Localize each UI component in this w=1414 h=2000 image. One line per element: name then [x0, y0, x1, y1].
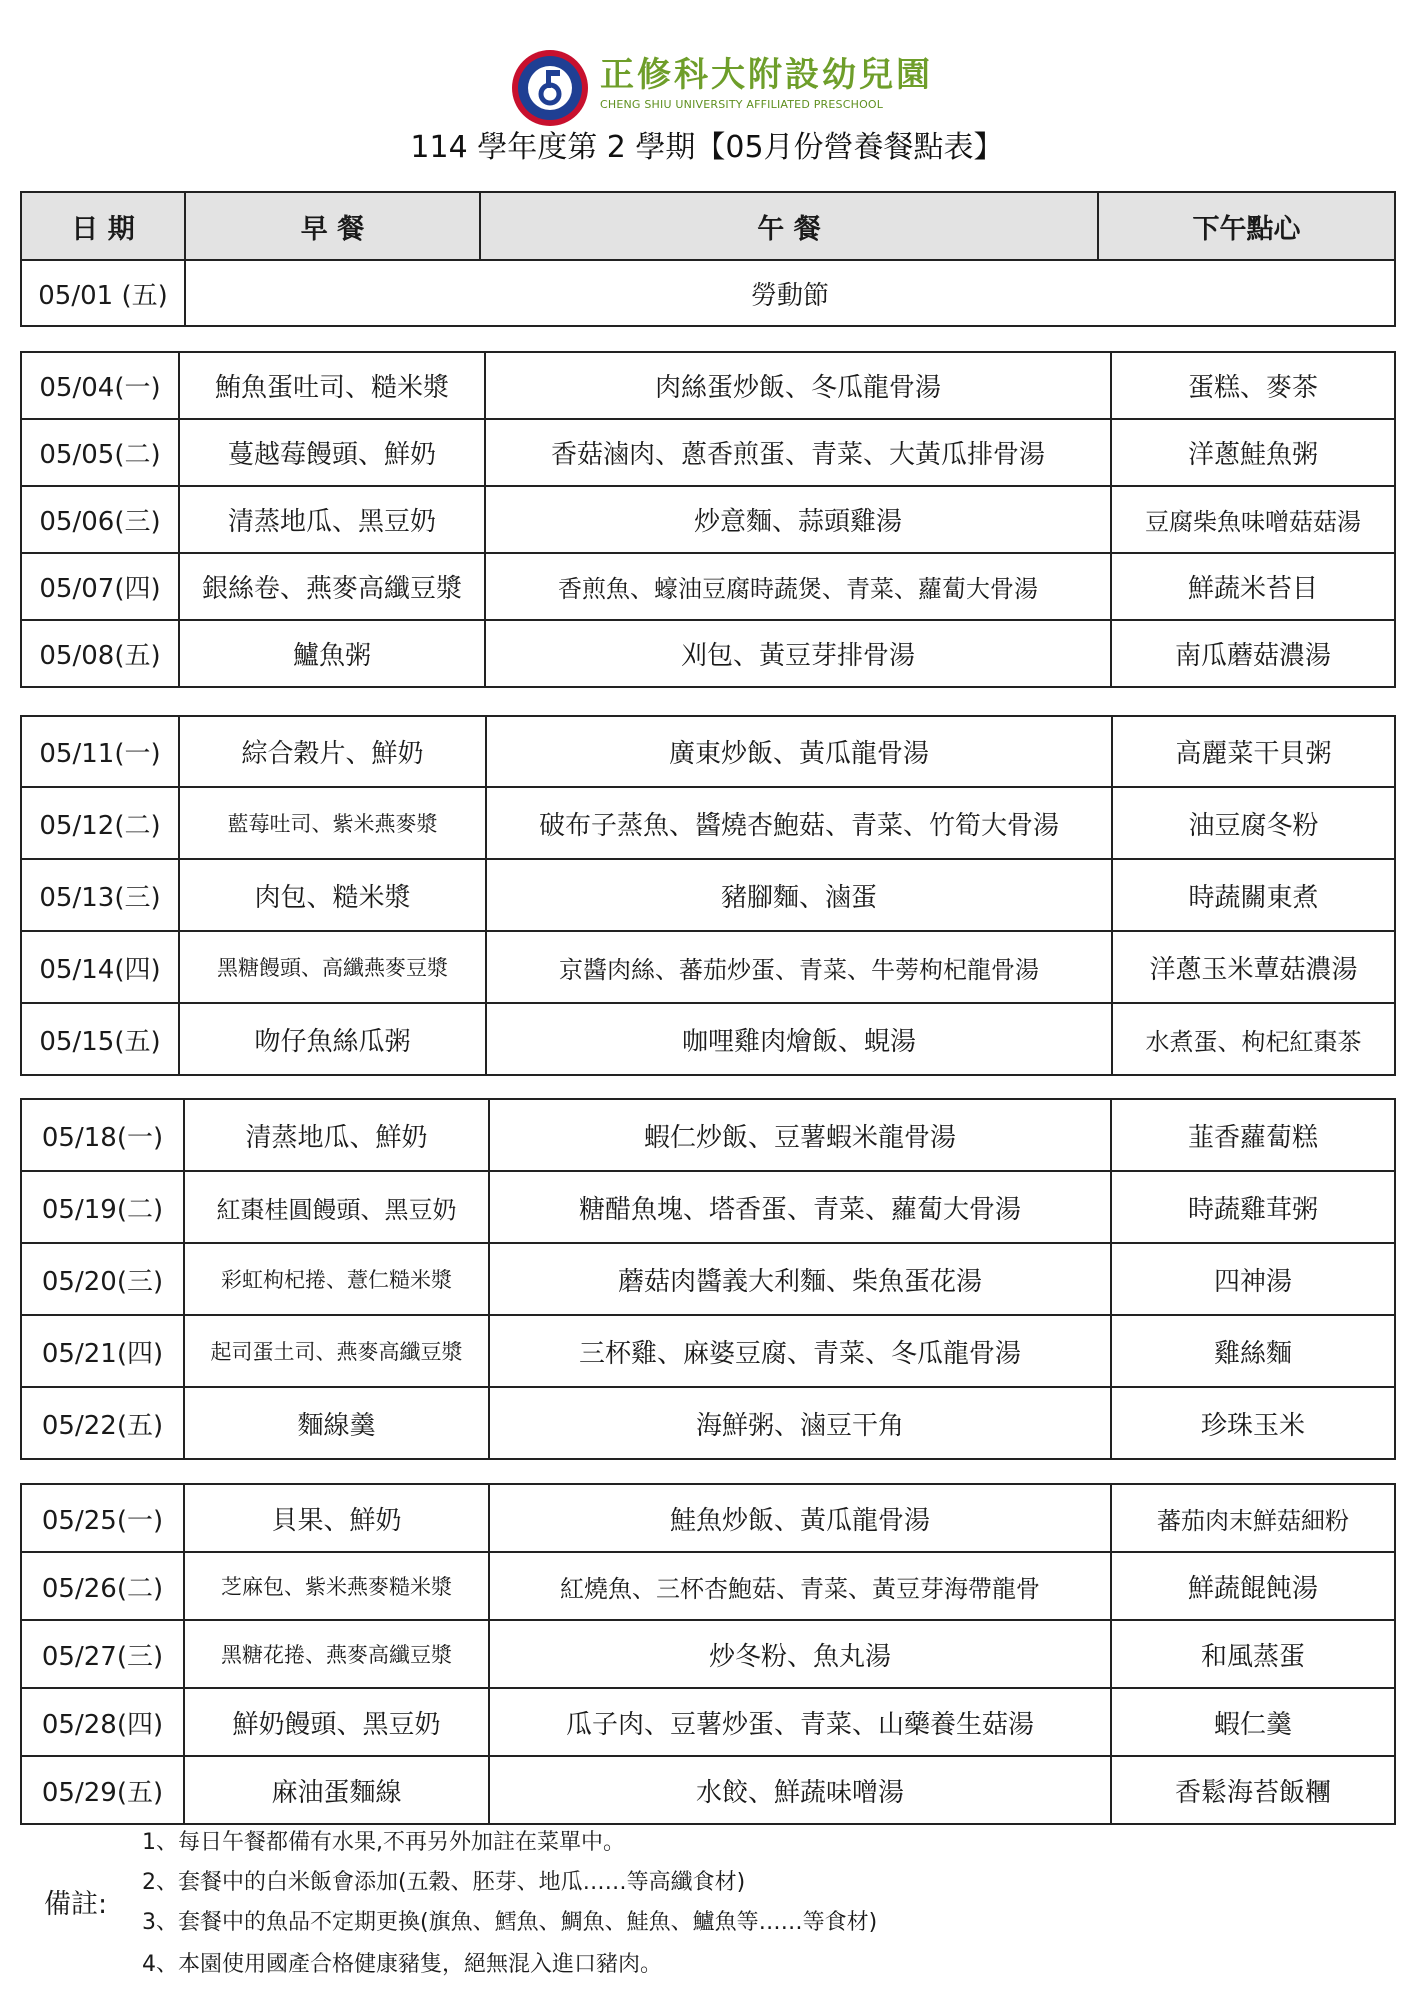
meal-row	[21, 1243, 1395, 1315]
date-cell: 05/15(五)	[21, 1003, 179, 1075]
lunch-cell: 咖哩雞肉燴飯、蜆湯	[486, 1003, 1112, 1075]
page-header	[0, 48, 1414, 128]
lunch-cell: 蘑菇肉醬義大利麵、柴魚蛋花湯	[489, 1243, 1111, 1315]
snack-cell: 時蔬關東煮	[1112, 859, 1395, 931]
column-header-row	[21, 192, 1395, 260]
meal-row	[21, 620, 1395, 687]
date-cell: 05/28(四)	[21, 1688, 184, 1756]
lunch-cell: 香煎魚、蠔油豆腐時蔬煲、青菜、蘿蔔大骨湯	[485, 553, 1111, 620]
date-cell: 05/07(四)	[21, 553, 179, 620]
lunch-cell: 炒意麵、蒜頭雞湯	[485, 486, 1111, 553]
date-cell: 05/26(二)	[21, 1552, 184, 1620]
snack-cell: 洋蔥玉米蕈菇濃湯	[1112, 931, 1395, 1003]
lunch-cell: 三杯雞、麻婆豆腐、青菜、冬瓜龍骨湯	[489, 1315, 1111, 1387]
week-table-1	[20, 351, 1396, 688]
lunch-cell: 香菇滷肉、蔥香煎蛋、青菜、大黃瓜排骨湯	[485, 419, 1111, 486]
holiday-date: 05/01 (五)	[21, 260, 185, 326]
snack-cell: 洋蔥鮭魚粥	[1111, 419, 1395, 486]
breakfast-cell: 鮪魚蛋吐司、糙米漿	[179, 352, 485, 419]
notes-section	[0, 1828, 1414, 1998]
note-item: 1、每日午餐都備有水果,不再另外加註在菜單中。	[142, 1830, 625, 1855]
meal-row	[21, 931, 1395, 1003]
lunch-cell: 豬腳麵、滷蛋	[486, 859, 1112, 931]
lunch-cell: 水餃、鮮蔬味噌湯	[489, 1756, 1111, 1824]
meal-row	[21, 787, 1395, 859]
meal-row	[21, 486, 1395, 553]
date-cell: 05/04(一)	[21, 352, 179, 419]
date-cell: 05/11(一)	[21, 716, 179, 787]
date-cell: 05/14(四)	[21, 931, 179, 1003]
snack-cell: 鮮蔬米苔目	[1111, 553, 1395, 620]
breakfast-cell: 黑糖花捲、燕麥高纖豆漿	[184, 1620, 489, 1688]
notes-label: 備註:	[44, 1889, 108, 1920]
breakfast-cell: 鱸魚粥	[179, 620, 485, 687]
breakfast-cell: 藍莓吐司、紫米燕麥漿	[179, 787, 486, 859]
column-header-breakfast: 早 餐	[185, 192, 480, 260]
school-name: 正修科大附設幼兒園	[600, 55, 933, 95]
column-header-snack: 下午點心	[1098, 192, 1395, 260]
header-table	[20, 191, 1396, 327]
week-table-2	[20, 715, 1396, 1076]
meal-row	[21, 1171, 1395, 1243]
date-cell: 05/20(三)	[21, 1243, 184, 1315]
lunch-cell: 糖醋魚塊、塔香蛋、青菜、蘿蔔大骨湯	[489, 1171, 1111, 1243]
meal-row	[21, 419, 1395, 486]
page-title: 114 學年度第 2 學期【05月份營養餐點表】	[410, 130, 1004, 165]
date-cell: 05/05(二)	[21, 419, 179, 486]
meal-row	[21, 1620, 1395, 1688]
meal-row	[21, 1484, 1395, 1552]
lunch-cell: 破布子蒸魚、醬燒杏鮑菇、青菜、竹筍大骨湯	[486, 787, 1112, 859]
date-cell: 05/27(三)	[21, 1620, 184, 1688]
meal-row	[21, 1688, 1395, 1756]
breakfast-cell: 吻仔魚絲瓜粥	[179, 1003, 486, 1075]
note-item: 4、本園使用國產合格健康豬隻，絕無混入進口豬肉。	[142, 1952, 662, 1977]
date-cell: 05/08(五)	[21, 620, 179, 687]
snack-cell: 水煮蛋、枸杞紅棗茶	[1112, 1003, 1395, 1075]
date-cell: 05/19(二)	[21, 1171, 184, 1243]
breakfast-cell: 紅棗桂圓饅頭、黑豆奶	[184, 1171, 489, 1243]
meal-row	[21, 1315, 1395, 1387]
breakfast-cell: 肉包、糙米漿	[179, 859, 486, 931]
meal-row	[21, 1003, 1395, 1075]
holiday-row	[21, 260, 1395, 326]
meal-row	[21, 1099, 1395, 1171]
lunch-cell: 紅燒魚、三杯杏鮑菇、青菜、黃豆芽海帶龍骨	[489, 1552, 1111, 1620]
school-brand	[600, 54, 933, 111]
meal-row	[21, 352, 1395, 419]
date-cell: 05/25(一)	[21, 1484, 184, 1552]
breakfast-cell: 彩虹枸杞捲、薏仁糙米漿	[184, 1243, 489, 1315]
lunch-cell: 刈包、黃豆芽排骨湯	[485, 620, 1111, 687]
breakfast-cell: 蔓越莓饅頭、鮮奶	[179, 419, 485, 486]
snack-cell: 香鬆海苔飯糰	[1111, 1756, 1395, 1824]
meal-row	[21, 1387, 1395, 1459]
lunch-cell: 瓜子肉、豆薯炒蛋、青菜、山藥養生菇湯	[489, 1688, 1111, 1756]
lunch-cell: 炒冬粉、魚丸湯	[489, 1620, 1111, 1688]
breakfast-cell: 起司蛋土司、燕麥高纖豆漿	[184, 1315, 489, 1387]
lunch-cell: 蝦仁炒飯、豆薯蝦米龍骨湯	[489, 1099, 1111, 1171]
snack-cell: 雞絲麵	[1111, 1315, 1395, 1387]
date-cell: 05/22(五)	[21, 1387, 184, 1459]
lunch-cell: 京醬肉絲、蕃茄炒蛋、青菜、牛蒡枸杞龍骨湯	[486, 931, 1112, 1003]
snack-cell: 豆腐柴魚味噌菇菇湯	[1111, 486, 1395, 553]
snack-cell: 蛋糕、麥茶	[1111, 352, 1395, 419]
snack-cell: 鮮蔬餛飩湯	[1111, 1552, 1395, 1620]
note-item: 2、套餐中的白米飯會添加(五穀、胚芽、地瓜……等高纖食材)	[142, 1870, 746, 1895]
date-cell: 05/06(三)	[21, 486, 179, 553]
note-item: 3、套餐中的魚品不定期更換(旗魚、鱈魚、鯛魚、鮭魚、鱸魚等……等食材)	[142, 1910, 878, 1935]
week-table-4	[20, 1483, 1396, 1825]
week-table-3	[20, 1098, 1396, 1460]
meal-row	[21, 716, 1395, 787]
snack-cell: 油豆腐冬粉	[1112, 787, 1395, 859]
breakfast-cell: 清蒸地瓜、鮮奶	[184, 1099, 489, 1171]
snack-cell: 韮香蘿蔔糕	[1111, 1099, 1395, 1171]
meal-row	[21, 1552, 1395, 1620]
meal-row	[21, 553, 1395, 620]
snack-cell: 蕃茄肉末鮮菇細粉	[1111, 1484, 1395, 1552]
date-cell: 05/29(五)	[21, 1756, 184, 1824]
column-header-lunch: 午 餐	[480, 192, 1098, 260]
snack-cell: 南瓜蘑菇濃湯	[1111, 620, 1395, 687]
breakfast-cell: 清蒸地瓜、黑豆奶	[179, 486, 485, 553]
breakfast-cell: 麻油蛋麵線	[184, 1756, 489, 1824]
meal-row	[21, 859, 1395, 931]
date-cell: 05/12(二)	[21, 787, 179, 859]
lunch-cell: 廣東炒飯、黃瓜龍骨湯	[486, 716, 1112, 787]
snack-cell: 時蔬雞茸粥	[1111, 1171, 1395, 1243]
breakfast-cell: 黑糖饅頭、高纖燕麥豆漿	[179, 931, 486, 1003]
school-logo-icon	[510, 48, 590, 128]
breakfast-cell: 鮮奶饅頭、黑豆奶	[184, 1688, 489, 1756]
date-cell: 05/13(三)	[21, 859, 179, 931]
snack-cell: 珍珠玉米	[1111, 1387, 1395, 1459]
breakfast-cell: 芝麻包、紫米燕麥糙米漿	[184, 1552, 489, 1620]
school-name-en: CHENG SHIU UNIVERSITY AFFILIATED PRESCHOOL	[600, 98, 884, 111]
date-cell: 05/21(四)	[21, 1315, 184, 1387]
snack-cell: 高麗菜干貝粥	[1112, 716, 1395, 787]
breakfast-cell: 麵線羹	[184, 1387, 489, 1459]
snack-cell: 蝦仁羹	[1111, 1688, 1395, 1756]
date-cell: 05/18(一)	[21, 1099, 184, 1171]
lunch-cell: 肉絲蛋炒飯、冬瓜龍骨湯	[485, 352, 1111, 419]
lunch-cell: 鮭魚炒飯、黃瓜龍骨湯	[489, 1484, 1111, 1552]
snack-cell: 四神湯	[1111, 1243, 1395, 1315]
column-header-date: 日 期	[21, 192, 185, 260]
breakfast-cell: 貝果、鮮奶	[184, 1484, 489, 1552]
breakfast-cell: 綜合穀片、鮮奶	[179, 716, 486, 787]
lunch-cell: 海鮮粥、滷豆干角	[489, 1387, 1111, 1459]
meal-row	[21, 1756, 1395, 1824]
breakfast-cell: 銀絲卷、燕麥高纖豆漿	[179, 553, 485, 620]
snack-cell: 和風蒸蛋	[1111, 1620, 1395, 1688]
holiday-label: 勞動節	[185, 260, 1395, 326]
